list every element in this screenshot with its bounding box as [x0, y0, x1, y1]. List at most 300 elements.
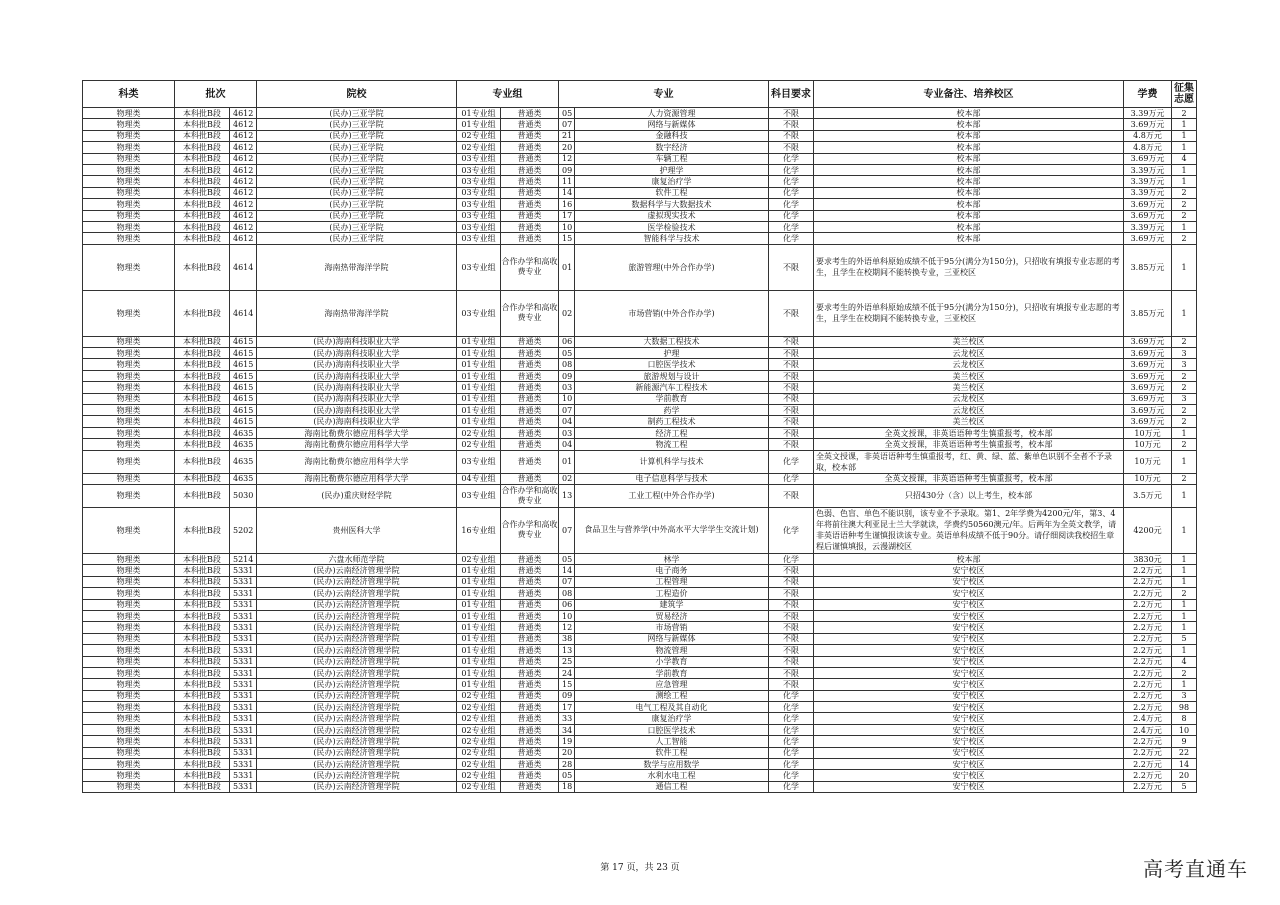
- cell-school-code: 5331: [230, 724, 257, 735]
- cell-major-name: 电子商务: [575, 565, 769, 576]
- cell-volunteer-count: 2: [1172, 473, 1197, 484]
- cell-group: 01专业组: [457, 108, 501, 119]
- table-row: [83, 450, 1197, 473]
- cell-major-name: 电气工程及其自动化: [575, 702, 769, 713]
- cell-group-type: 普通类: [501, 439, 559, 450]
- cell-school-name: (民办)三亚学院: [257, 176, 457, 187]
- cell-volunteer-count: 2: [1172, 370, 1197, 381]
- cell-batch: 本科批B段: [175, 210, 230, 221]
- cell-volunteer-count: 9: [1172, 736, 1197, 747]
- cell-category: 物理类: [83, 405, 175, 416]
- cell-school-name: 海南比勒费尔德应用科学大学: [257, 450, 457, 473]
- cell-school-code: 5331: [230, 576, 257, 587]
- cell-volunteer-count: 1: [1172, 645, 1197, 656]
- cell-school-name: (民办)云南经济管理学院: [257, 679, 457, 690]
- cell-school-code: 4612: [230, 142, 257, 153]
- cell-group-type: 普通类: [501, 348, 559, 359]
- cell-tuition: 2.2万元: [1124, 656, 1172, 667]
- cell-requirement: 化学: [769, 713, 814, 724]
- cell-category: 物理类: [83, 439, 175, 450]
- cell-requirement: 化学: [769, 747, 814, 758]
- header-subject-requirement: 科目要求: [769, 81, 814, 108]
- cell-batch: 本科批B段: [175, 142, 230, 153]
- cell-category: 物理类: [83, 416, 175, 427]
- cell-volunteer-count: 3: [1172, 348, 1197, 359]
- cell-major-name: 软件工程: [575, 747, 769, 758]
- table-row: [83, 702, 1197, 713]
- cell-volunteer-count: 4: [1172, 153, 1197, 164]
- table-row: [83, 645, 1197, 656]
- cell-remarks: 全英文授课，非英语语种考生慎重报考，校本部: [814, 439, 1124, 450]
- table-row: [83, 576, 1197, 587]
- cell-group: 02专业组: [457, 736, 501, 747]
- cell-major-name: 物流工程: [575, 439, 769, 450]
- cell-tuition: 2.2万元: [1124, 679, 1172, 690]
- cell-school-name: (民办)云南经济管理学院: [257, 599, 457, 610]
- cell-group: 01专业组: [457, 656, 501, 667]
- cell-school-name: (民办)云南经济管理学院: [257, 656, 457, 667]
- cell-school-name: (民办)云南经济管理学院: [257, 622, 457, 633]
- cell-requirement: 不限: [769, 427, 814, 438]
- cell-group-type: 普通类: [501, 553, 559, 564]
- table-row: [83, 622, 1197, 633]
- cell-school-code: 4635: [230, 473, 257, 484]
- table-row: [83, 736, 1197, 747]
- cell-school-name: 贵州医科大学: [257, 507, 457, 553]
- table-row: [83, 667, 1197, 678]
- cell-batch: 本科批B段: [175, 439, 230, 450]
- cell-school-code: 5331: [230, 679, 257, 690]
- header-major-group: 专业组: [457, 81, 559, 108]
- cell-category: 物理类: [83, 588, 175, 599]
- table-row: [83, 656, 1197, 667]
- cell-major-name: 大数据工程技术: [575, 336, 769, 347]
- table-row: [83, 553, 1197, 564]
- cell-major-name: 康复治疗学: [575, 713, 769, 724]
- cell-major-code: 34: [559, 724, 575, 735]
- cell-remarks: 校本部: [814, 199, 1124, 210]
- cell-requirement: 化学: [769, 702, 814, 713]
- cell-group-type: 普通类: [501, 199, 559, 210]
- cell-remarks: 安宁校区: [814, 770, 1124, 781]
- cell-batch: 本科批B段: [175, 679, 230, 690]
- cell-category: 物理类: [83, 187, 175, 198]
- cell-remarks: 全英文授课，非英语语种考生慎重报考，校本部: [814, 473, 1124, 484]
- cell-major-name: 学前教育: [575, 667, 769, 678]
- admission-table: [82, 80, 1197, 793]
- cell-requirement: 不限: [769, 130, 814, 141]
- cell-major-code: 10: [559, 610, 575, 621]
- cell-group-type: 普通类: [501, 622, 559, 633]
- cell-category: 物理类: [83, 210, 175, 221]
- cell-category: 物理类: [83, 119, 175, 130]
- cell-volunteer-count: 20: [1172, 770, 1197, 781]
- cell-group-type: 普通类: [501, 119, 559, 130]
- table-row: [83, 244, 1197, 290]
- table-row: [83, 370, 1197, 381]
- table-row: [83, 336, 1197, 347]
- cell-school-name: (民办)云南经济管理学院: [257, 770, 457, 781]
- cell-major-name: 护理学: [575, 164, 769, 175]
- cell-group: 02专业组: [457, 553, 501, 564]
- cell-tuition: 3830元: [1124, 553, 1172, 564]
- cell-volunteer-count: 2: [1172, 336, 1197, 347]
- cell-requirement: 不限: [769, 359, 814, 370]
- cell-group: 01专业组: [457, 622, 501, 633]
- cell-category: 物理类: [83, 164, 175, 175]
- table-row: [83, 119, 1197, 130]
- cell-volunteer-count: 2: [1172, 233, 1197, 244]
- cell-batch: 本科批B段: [175, 473, 230, 484]
- cell-batch: 本科批B段: [175, 176, 230, 187]
- cell-batch: 本科批B段: [175, 690, 230, 701]
- cell-remarks: 安宁校区: [814, 736, 1124, 747]
- table-row: [83, 599, 1197, 610]
- cell-remarks: 美兰校区: [814, 382, 1124, 393]
- cell-remarks: 校本部: [814, 210, 1124, 221]
- cell-tuition: 2.2万元: [1124, 770, 1172, 781]
- cell-batch: 本科批B段: [175, 484, 230, 507]
- cell-school-code: 4615: [230, 416, 257, 427]
- cell-category: 物理类: [83, 724, 175, 735]
- cell-major-name: 网络与新媒体: [575, 119, 769, 130]
- cell-school-name: (民办)三亚学院: [257, 153, 457, 164]
- cell-volunteer-count: 2: [1172, 439, 1197, 450]
- cell-school-name: (民办)海南科技职业大学: [257, 359, 457, 370]
- cell-group: 03专业组: [457, 484, 501, 507]
- cell-volunteer-count: 22: [1172, 747, 1197, 758]
- cell-requirement: 化学: [769, 759, 814, 770]
- cell-group-type: 普通类: [501, 599, 559, 610]
- cell-remarks: 安宁校区: [814, 622, 1124, 633]
- table-header-row: [83, 81, 1197, 108]
- cell-batch: 本科批B段: [175, 416, 230, 427]
- table-row: [83, 439, 1197, 450]
- cell-group-type: 普通类: [501, 610, 559, 621]
- cell-batch: 本科批B段: [175, 199, 230, 210]
- cell-group-type: 合作办学和高收费专业: [501, 507, 559, 553]
- cell-remarks: 安宁校区: [814, 759, 1124, 770]
- cell-tuition: 4.8万元: [1124, 142, 1172, 153]
- cell-school-code: 5331: [230, 565, 257, 576]
- cell-group: 02专业组: [457, 759, 501, 770]
- cell-group: 02专业组: [457, 724, 501, 735]
- cell-batch: 本科批B段: [175, 187, 230, 198]
- cell-requirement: 不限: [769, 622, 814, 633]
- cell-requirement: 不限: [769, 484, 814, 507]
- cell-group: 01专业组: [457, 416, 501, 427]
- cell-major-name: 金融科技: [575, 130, 769, 141]
- cell-major-name: 旅游管理(中外合作办学): [575, 244, 769, 290]
- cell-school-code: 4612: [230, 233, 257, 244]
- cell-volunteer-count: 3: [1172, 690, 1197, 701]
- cell-tuition: 2.2万元: [1124, 690, 1172, 701]
- table-row: [83, 588, 1197, 599]
- cell-school-name: 海南热带海洋学院: [257, 244, 457, 290]
- cell-major-name: 电子信息科学与技术: [575, 473, 769, 484]
- cell-school-name: (民办)海南科技职业大学: [257, 416, 457, 427]
- cell-major-code: 10: [559, 393, 575, 404]
- cell-volunteer-count: 1: [1172, 244, 1197, 290]
- cell-tuition: 4.8万元: [1124, 130, 1172, 141]
- table-row: [83, 405, 1197, 416]
- cell-volunteer-count: 1: [1172, 565, 1197, 576]
- cell-batch: 本科批B段: [175, 588, 230, 599]
- cell-major-code: 28: [559, 759, 575, 770]
- cell-batch: 本科批B段: [175, 770, 230, 781]
- cell-volunteer-count: 2: [1172, 405, 1197, 416]
- cell-tuition: 2.4万元: [1124, 713, 1172, 724]
- table-row: [83, 473, 1197, 484]
- cell-tuition: 3.69万元: [1124, 393, 1172, 404]
- cell-tuition: 3.85万元: [1124, 244, 1172, 290]
- table-row: [83, 427, 1197, 438]
- cell-major-name: 通信工程: [575, 781, 769, 792]
- cell-tuition: 4200元: [1124, 507, 1172, 553]
- cell-tuition: 3.69万元: [1124, 359, 1172, 370]
- table-row: [83, 187, 1197, 198]
- cell-requirement: 化学: [769, 724, 814, 735]
- table-row: [83, 210, 1197, 221]
- cell-group: 03专业组: [457, 221, 501, 232]
- cell-category: 物理类: [83, 667, 175, 678]
- cell-major-code: 07: [559, 119, 575, 130]
- cell-remarks: 安宁校区: [814, 610, 1124, 621]
- cell-school-code: 5331: [230, 736, 257, 747]
- cell-group: 01专业组: [457, 667, 501, 678]
- cell-school-code: 5331: [230, 610, 257, 621]
- cell-tuition: 10万元: [1124, 439, 1172, 450]
- cell-school-code: 4612: [230, 164, 257, 175]
- table-row: [83, 199, 1197, 210]
- cell-school-code: 5331: [230, 759, 257, 770]
- cell-group-type: 普通类: [501, 747, 559, 758]
- cell-group-type: 普通类: [501, 130, 559, 141]
- cell-school-name: (民办)海南科技职业大学: [257, 370, 457, 381]
- cell-volunteer-count: 2: [1172, 667, 1197, 678]
- cell-school-name: (民办)三亚学院: [257, 233, 457, 244]
- cell-group-type: 普通类: [501, 336, 559, 347]
- cell-category: 物理类: [83, 713, 175, 724]
- cell-school-name: (民办)三亚学院: [257, 130, 457, 141]
- cell-volunteer-count: 1: [1172, 290, 1197, 336]
- cell-requirement: 化学: [769, 233, 814, 244]
- cell-group-type: 普通类: [501, 142, 559, 153]
- cell-major-code: 02: [559, 473, 575, 484]
- cell-remarks: 校本部: [814, 221, 1124, 232]
- cell-volunteer-count: 1: [1172, 427, 1197, 438]
- cell-batch: 本科批B段: [175, 359, 230, 370]
- cell-category: 物理类: [83, 759, 175, 770]
- cell-volunteer-count: 14: [1172, 759, 1197, 770]
- cell-remarks: 校本部: [814, 233, 1124, 244]
- cell-group-type: 普通类: [501, 382, 559, 393]
- table-row: [83, 759, 1197, 770]
- cell-batch: 本科批B段: [175, 724, 230, 735]
- cell-tuition: 2.2万元: [1124, 759, 1172, 770]
- cell-school-code: 5331: [230, 599, 257, 610]
- cell-volunteer-count: 3: [1172, 393, 1197, 404]
- cell-school-name: (民办)三亚学院: [257, 164, 457, 175]
- cell-batch: 本科批B段: [175, 153, 230, 164]
- cell-volunteer-count: 1: [1172, 507, 1197, 553]
- cell-group-type: 普通类: [501, 565, 559, 576]
- cell-batch: 本科批B段: [175, 622, 230, 633]
- cell-school-code: 5331: [230, 747, 257, 758]
- cell-school-code: 5331: [230, 713, 257, 724]
- cell-category: 物理类: [83, 610, 175, 621]
- cell-volunteer-count: 1: [1172, 142, 1197, 153]
- cell-remarks: 云龙校区: [814, 393, 1124, 404]
- cell-major-name: 数据科学与大数据技术: [575, 199, 769, 210]
- cell-requirement: 不限: [769, 667, 814, 678]
- cell-major-code: 14: [559, 187, 575, 198]
- cell-school-code: 4635: [230, 439, 257, 450]
- cell-category: 物理类: [83, 290, 175, 336]
- table-row: [83, 747, 1197, 758]
- cell-volunteer-count: 1: [1172, 553, 1197, 564]
- table-row: [83, 565, 1197, 576]
- cell-school-name: (民办)云南经济管理学院: [257, 747, 457, 758]
- cell-major-code: 17: [559, 210, 575, 221]
- cell-volunteer-count: 4: [1172, 656, 1197, 667]
- cell-category: 物理类: [83, 679, 175, 690]
- cell-school-code: 4612: [230, 130, 257, 141]
- cell-requirement: 不限: [769, 416, 814, 427]
- cell-tuition: 3.69万元: [1124, 336, 1172, 347]
- cell-group: 03专业组: [457, 153, 501, 164]
- cell-school-code: 5331: [230, 645, 257, 656]
- cell-tuition: 10万元: [1124, 450, 1172, 473]
- cell-major-code: 33: [559, 713, 575, 724]
- table-row: [83, 713, 1197, 724]
- cell-school-name: (民办)海南科技职业大学: [257, 336, 457, 347]
- table-row: [83, 233, 1197, 244]
- cell-tuition: 3.5万元: [1124, 484, 1172, 507]
- table-body: [83, 108, 1197, 793]
- cell-remarks: 安宁校区: [814, 667, 1124, 678]
- cell-requirement: 化学: [769, 199, 814, 210]
- watermark-logo-text: 高考直通车: [1143, 857, 1248, 881]
- cell-major-name: 智能科学与技术: [575, 233, 769, 244]
- cell-school-name: (民办)云南经济管理学院: [257, 724, 457, 735]
- cell-remarks: 校本部: [814, 153, 1124, 164]
- table-row: [83, 153, 1197, 164]
- cell-group-type: 合作办学和高收费专业: [501, 244, 559, 290]
- cell-major-name: 口腔医学技术: [575, 359, 769, 370]
- cell-batch: 本科批B段: [175, 130, 230, 141]
- cell-remarks: 全英文授课，非英语语种考生慎重报考，红、黄、绿、蓝、紫单色识别不全者不予录取，校本部: [814, 450, 1124, 473]
- cell-group-type: 普通类: [501, 633, 559, 644]
- cell-requirement: 不限: [769, 405, 814, 416]
- cell-tuition: 2.2万元: [1124, 747, 1172, 758]
- cell-volunteer-count: 2: [1172, 416, 1197, 427]
- cell-major-code: 38: [559, 633, 575, 644]
- cell-batch: 本科批B段: [175, 610, 230, 621]
- cell-school-name: (民办)云南经济管理学院: [257, 781, 457, 792]
- cell-school-name: (民办)三亚学院: [257, 142, 457, 153]
- cell-school-code: 4615: [230, 336, 257, 347]
- cell-remarks: 校本部: [814, 119, 1124, 130]
- cell-category: 物理类: [83, 576, 175, 587]
- cell-group-type: 普通类: [501, 588, 559, 599]
- cell-group: 01专业组: [457, 599, 501, 610]
- cell-school-code: 4612: [230, 108, 257, 119]
- cell-school-code: 4612: [230, 153, 257, 164]
- cell-school-code: 5331: [230, 588, 257, 599]
- cell-volunteer-count: 2: [1172, 210, 1197, 221]
- cell-remarks: 安宁校区: [814, 565, 1124, 576]
- cell-remarks: 云龙校区: [814, 348, 1124, 359]
- cell-group: 01专业组: [457, 382, 501, 393]
- cell-school-name: (民办)三亚学院: [257, 221, 457, 232]
- cell-requirement: 不限: [769, 679, 814, 690]
- cell-major-name: 工程造价: [575, 588, 769, 599]
- table-row: [83, 724, 1197, 735]
- cell-volunteer-count: 1: [1172, 130, 1197, 141]
- cell-group-type: 合作办学和高收费专业: [501, 290, 559, 336]
- cell-group: 01专业组: [457, 645, 501, 656]
- cell-major-name: 旅游规划与设计: [575, 370, 769, 381]
- cell-requirement: 化学: [769, 450, 814, 473]
- cell-tuition: 3.69万元: [1124, 199, 1172, 210]
- cell-group: 04专业组: [457, 473, 501, 484]
- cell-school-code: 4614: [230, 244, 257, 290]
- cell-tuition: 3.69万元: [1124, 348, 1172, 359]
- cell-major-code: 05: [559, 108, 575, 119]
- cell-major-name: 市场营销: [575, 622, 769, 633]
- cell-major-name: 医学检验技术: [575, 221, 769, 232]
- cell-batch: 本科批B段: [175, 233, 230, 244]
- cell-group: 01专业组: [457, 370, 501, 381]
- cell-school-name: (民办)海南科技职业大学: [257, 348, 457, 359]
- cell-batch: 本科批B段: [175, 656, 230, 667]
- cell-group-type: 普通类: [501, 656, 559, 667]
- cell-remarks: 色弱、色盲、单色不能识别，该专业不予录取。第1、2年学费为4200元/年，第3、4年将前往澳大利亚昆士兰大学就读，学费约50560澳元/年。后两年为全英文教学，请非英语语种考生谨慎报读该专业。英语单科成绩不低于90分。请仔细阅读我校招生章程后谨慎填报，云漫湖校区: [814, 507, 1124, 553]
- cell-group-type: 普通类: [501, 393, 559, 404]
- cell-remarks: 校本部: [814, 130, 1124, 141]
- cell-major-name: 数字经济: [575, 142, 769, 153]
- header-solicited-volunteer: 征集志愿: [1172, 81, 1197, 108]
- cell-school-name: (民办)三亚学院: [257, 108, 457, 119]
- cell-batch: 本科批B段: [175, 244, 230, 290]
- cell-remarks: 要求考生的外语单科原始成绩不低于95分(满分为150分)，只招收有填报专业志愿的考生，且学生在校期间不能转换专业，三亚校区: [814, 244, 1124, 290]
- cell-requirement: 不限: [769, 599, 814, 610]
- cell-school-code: 4615: [230, 370, 257, 381]
- cell-major-code: 19: [559, 736, 575, 747]
- cell-major-name: 食品卫生与营养学(中外高水平大学学生交流计划): [575, 507, 769, 553]
- cell-requirement: 化学: [769, 187, 814, 198]
- table-row: [83, 130, 1197, 141]
- table-row: [83, 484, 1197, 507]
- cell-school-name: (民办)三亚学院: [257, 210, 457, 221]
- cell-major-name: 物流管理: [575, 645, 769, 656]
- cell-major-code: 06: [559, 336, 575, 347]
- cell-category: 物理类: [83, 336, 175, 347]
- cell-major-code: 15: [559, 679, 575, 690]
- cell-school-name: (民办)海南科技职业大学: [257, 382, 457, 393]
- cell-tuition: 3.69万元: [1124, 119, 1172, 130]
- cell-batch: 本科批B段: [175, 576, 230, 587]
- cell-major-name: 测绘工程: [575, 690, 769, 701]
- cell-requirement: 不限: [769, 565, 814, 576]
- cell-remarks: 美兰校区: [814, 370, 1124, 381]
- cell-requirement: 不限: [769, 290, 814, 336]
- cell-school-code: 5331: [230, 622, 257, 633]
- cell-group-type: 普通类: [501, 690, 559, 701]
- cell-requirement: 不限: [769, 370, 814, 381]
- cell-remarks: 安宁校区: [814, 576, 1124, 587]
